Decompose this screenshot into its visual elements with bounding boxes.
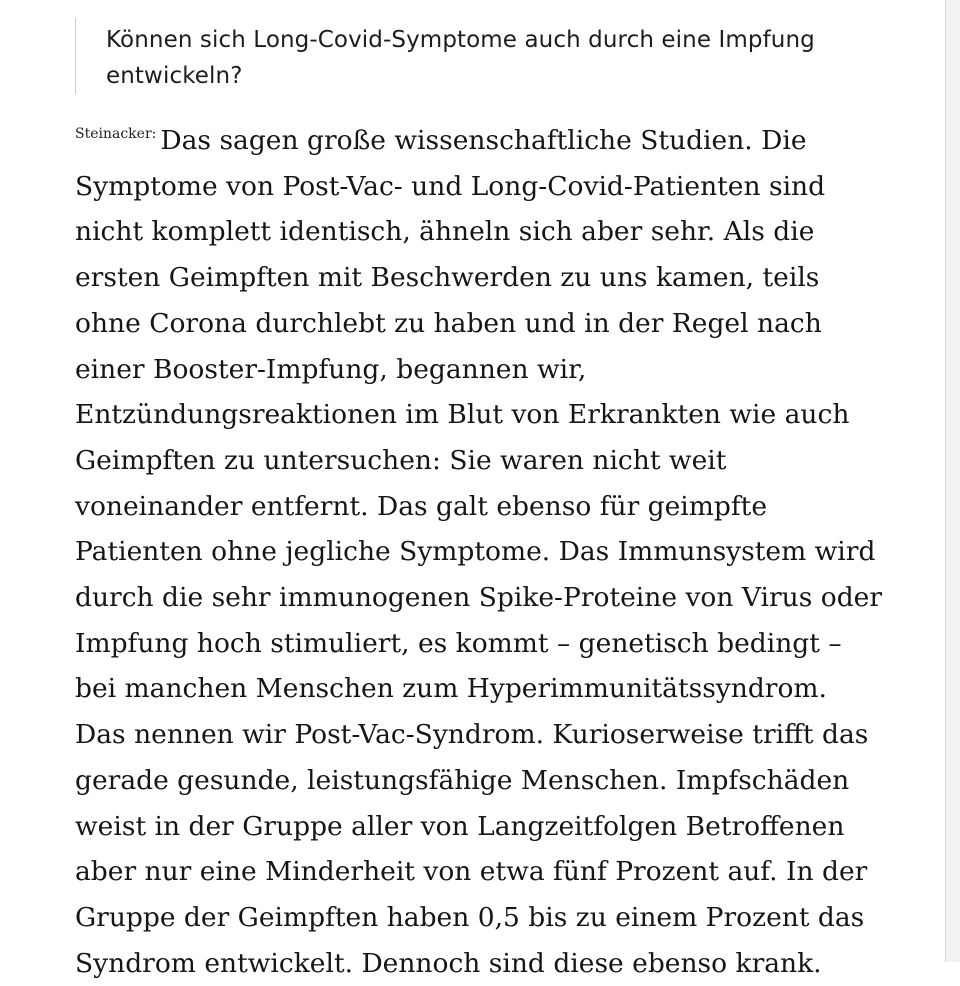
- question-text: Können sich Long-Covid-Symptome auch durch eine Impfung entwickeln?: [106, 27, 815, 89]
- interview-question: [75, 18, 835, 94]
- speaker-label: Steinacker:: [75, 126, 157, 142]
- interview-answer: [75, 118, 885, 986]
- page-edge: [945, 0, 960, 962]
- answer-text: Das sagen große wissenschaftliche Studien. Die Symptome von Post-Vac- und Long-Covid-Patienten sind nicht komplett identisch, ähneln sich aber sehr. Als die ersten Geimpften mit Beschwerden zu uns kamen, teils ohne Corona durchlebt zu haben und in der Regel nach einer Booster-Impfung, begannen wir, Entzündungsreaktionen im Blut von Erkrankten wie auch Geimpften zu untersuchen: Sie waren nicht weit voneinander entfernt. Das galt ebenso für geimpfte Patienten ohne jegliche Symptome. Das Immunsystem wird durch die sehr immunogenen Spike-Proteine von Virus oder Impfung hoch stimuliert, es kommt – genetisch bedingt – bei manchen Menschen zum Hyperimmunitätssyndrom. Das nennen wir Post-Vac-Syndrom. Kurioserweise trifft das gerade gesunde, leistungsfähige Menschen. Impfschäden weist in der Gruppe aller von Langzeitfolgen Betroffenen aber nur eine Minderheit von etwa fünf Prozent auf. In der Gruppe der Geimpften haben 0,5 bis zu einem Prozent das Syndrom entwickelt. Dennoch sind diese ebenso krank.: [75, 125, 883, 979]
